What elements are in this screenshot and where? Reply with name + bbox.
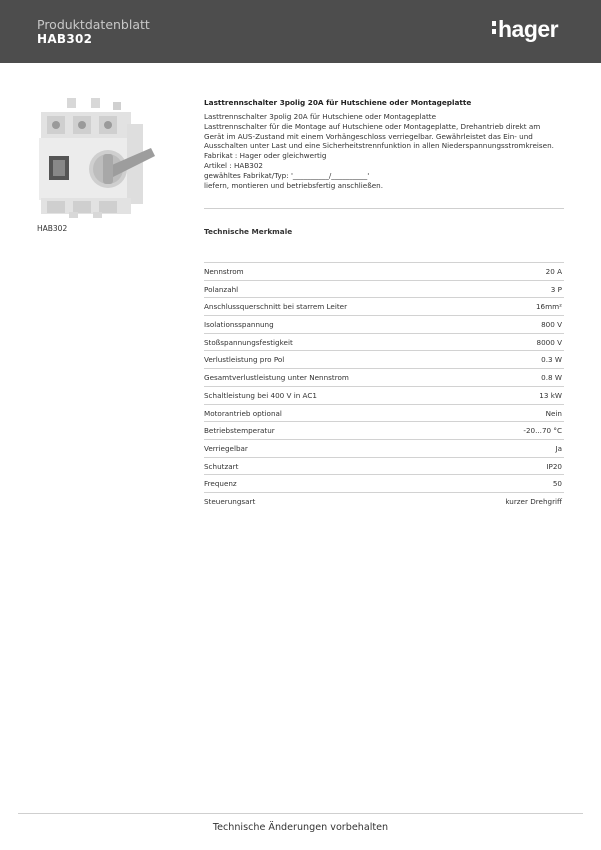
spec-row	[204, 333, 564, 351]
logo-mark-icon	[492, 21, 496, 37]
spec-label: Steuerungsart	[204, 496, 256, 506]
product-image-caption: HAB302	[37, 224, 68, 233]
description-line: liefern, montieren und betriebsfertig anschließen.	[204, 180, 383, 190]
footer-note: Technische Änderungen vorbehalten	[212, 822, 389, 833]
spec-value: Ja	[555, 443, 562, 453]
spec-value: 0.3 W	[541, 355, 562, 365]
spec-row	[204, 368, 564, 386]
spec-label: Anschlussquerschnitt bei starrem Leiter	[204, 302, 348, 312]
product-image	[33, 94, 165, 220]
page-header	[0, 0, 601, 63]
specs-table	[204, 262, 564, 510]
spec-value: Nein	[545, 408, 562, 418]
spec-value: 20 A	[545, 267, 562, 276]
spec-row	[204, 297, 564, 315]
spec-value: 50	[552, 479, 562, 489]
description-line: Fabrikat : Hager oder gleichwertig	[204, 151, 327, 161]
spec-row	[204, 315, 564, 333]
spec-value: 0.8 W	[541, 373, 562, 383]
spec-value: 800 V	[541, 320, 562, 330]
spec-row	[204, 421, 564, 439]
document-type: Produktdatenblatt	[37, 17, 150, 32]
spec-row	[204, 404, 564, 422]
description-line: Lasttrennschalter 3polig 20A für Hutschiene oder Montageplatte	[204, 112, 437, 121]
spec-label: Isolationsspannung	[204, 320, 274, 330]
spec-label: Stoßspannungsfestigkeit	[204, 337, 293, 347]
spec-label: Motorantrieb optional	[204, 408, 282, 418]
description-line: Artikel : HAB302	[204, 160, 263, 170]
spec-label: Polanzahl	[204, 284, 239, 294]
spec-label: Nennstrom	[204, 267, 244, 276]
description-line: Lasttrennschalter für die Montage auf Hutschiene oder Montageplatte, Drehantrieb direkt am	[204, 121, 541, 131]
spec-value: 3 P	[550, 284, 562, 294]
spec-label: Gesamtverlustleistung unter Nennstrom	[204, 373, 349, 383]
spec-row	[204, 350, 564, 368]
brand-name: hager	[498, 16, 559, 42]
product-info	[204, 98, 564, 190]
spec-row	[204, 262, 564, 280]
product-title: Lasttrennschalter 3polig 20A für Hutschiene oder Montageplatte	[204, 98, 472, 107]
description-line: gewähltes Fabrikat/Typ: '__________/__________'	[204, 170, 370, 180]
spec-value: IP20	[546, 461, 562, 471]
footer-divider	[18, 813, 583, 814]
spec-label: Verriegelbar	[204, 443, 248, 453]
spec-value: 8000 V	[536, 337, 562, 347]
spec-label: Schaltleistung bei 400 V in AC1	[204, 390, 317, 400]
spec-row	[204, 386, 564, 404]
spec-value: 13 kW	[539, 390, 562, 400]
hager-logo	[492, 16, 558, 43]
spec-value: -20...70 °C	[523, 426, 562, 436]
spec-label: Verlustleistung pro Pol	[204, 355, 285, 365]
spec-value: 16mm²	[535, 302, 562, 312]
spec-label: Frequenz	[204, 479, 237, 489]
description-line: Gerät im AUS-Zustand mit einem Vorhängeschloss verriegelbar. Gewährleistet das Ein- und	[204, 131, 533, 141]
spec-row	[204, 492, 564, 510]
spec-label: Betriebstemperatur	[204, 426, 275, 436]
spec-row	[204, 439, 564, 457]
description-line: Ausschalten unter Last und eine Sicherheitstrennfunktion in allen Niederspannungsstromkreisen.	[204, 141, 554, 151]
spec-row	[204, 457, 564, 475]
specs-section-title: Technische Merkmale	[204, 227, 293, 236]
spec-value: kurzer Drehgriff	[505, 496, 562, 506]
spec-label: Schutzart	[204, 461, 239, 471]
section-divider	[204, 208, 564, 209]
document-id: HAB302	[37, 32, 93, 46]
spec-row	[204, 280, 564, 298]
spec-row	[204, 474, 564, 492]
